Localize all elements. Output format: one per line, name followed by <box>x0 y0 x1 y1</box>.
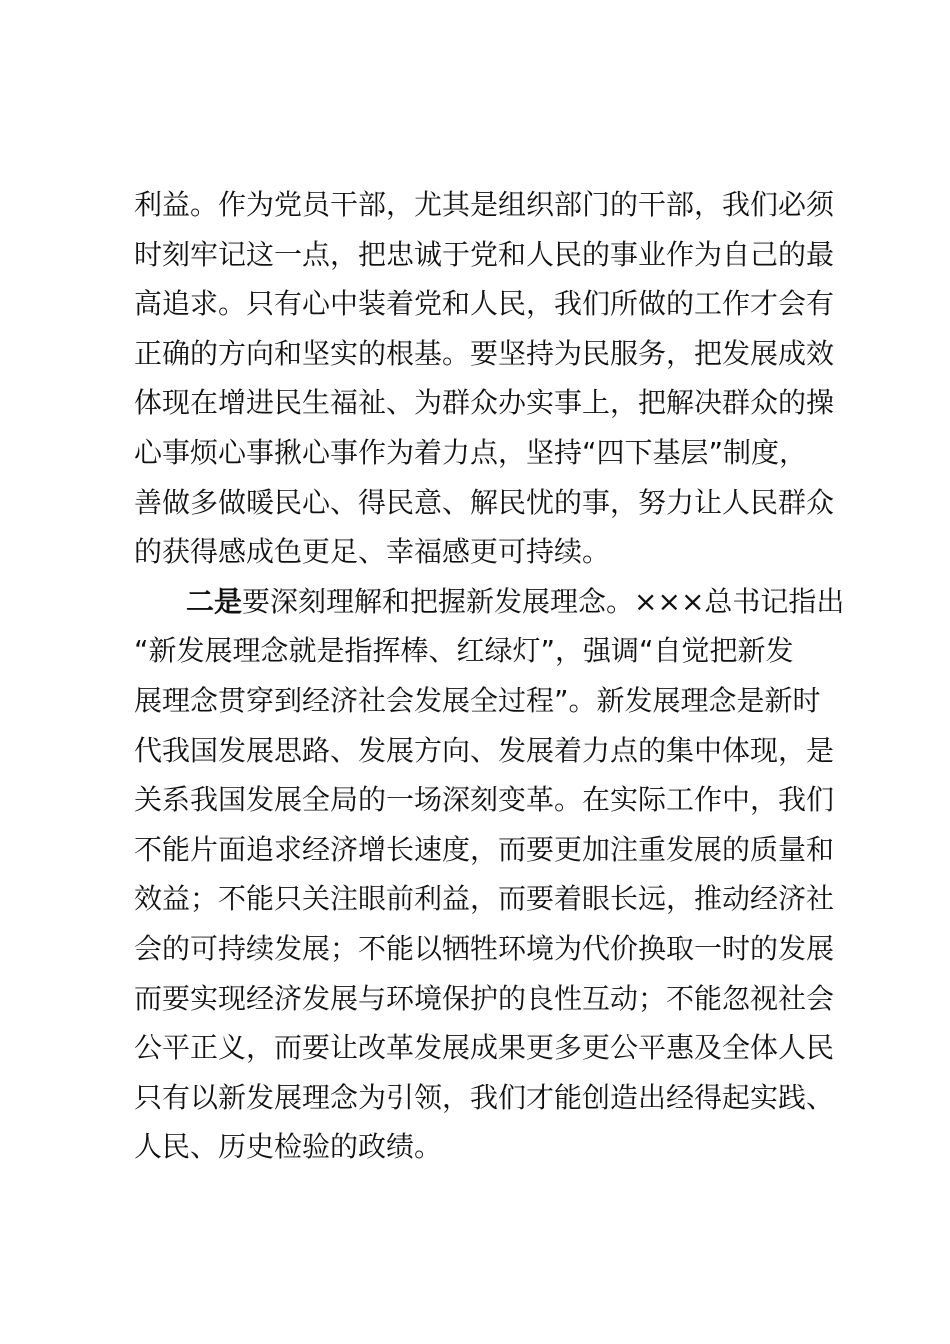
paragraph-line: 关系我国发展全局的一场深刻变革。在实际工作中，我们 <box>134 783 835 817</box>
paragraph-first-line-text: 要深刻理解和把握新发展理念。×××总书记指出 <box>242 584 845 618</box>
paragraph-line: “新发展理念就是指挥棒、红绿灯”，强调“自觉把新发 <box>134 634 794 668</box>
paragraph-line: 心事烦心事揪心事作为着力点，坚持“四下基层”制度， <box>134 435 808 469</box>
paragraph-line: 效益；不能只关注眼前利益，而要着眼长远，推动经济社 <box>134 882 835 916</box>
paragraph-line: 的获得感成色更足、幸福感更可持续。 <box>134 535 611 569</box>
paragraph-first-line <box>134 577 845 627</box>
body-text <box>134 180 845 1172</box>
paragraph-line: 人民、历史检验的政绩。 <box>134 1130 443 1164</box>
paragraph-line: 会的可持续发展；不能以牺牲环境为代价换取一时的发展 <box>134 931 835 965</box>
paragraph-line: 公平正义，而要让改革发展成果更多更公平惠及全体人民 <box>134 1031 835 1065</box>
paragraph-line: 而要实现经济发展与环境保护的良性互动；不能忽视社会 <box>134 981 835 1015</box>
paragraph-line: 利益。作为党员干部，尤其是组织部门的干部，我们必须 <box>134 188 835 221</box>
paragraph-line: 体现在增进民生福祉、为群众办实事上，把解决群众的操 <box>134 386 835 420</box>
paragraph-line: 时刻牢记这一点，把忠诚于党和人民的事业作为自己的最 <box>134 237 835 271</box>
paragraph-lead: 二是 <box>186 584 243 618</box>
paragraph-line: 代我国发展思路、发展方向、发展着力点的集中体现，是 <box>134 733 835 767</box>
paragraph-line: 不能片面追求经济增长速度，而要更加注重发展的质量和 <box>134 832 835 866</box>
paragraph-line: 高追求。只有心中装着党和人民，我们所做的工作才会有 <box>134 287 835 321</box>
paragraph-1 <box>134 180 834 577</box>
paragraph-line: 展理念贯穿到经济社会发展全过程”。新发展理念是新时 <box>134 683 821 717</box>
paragraph-line: 善做多做暖民心、得民意、解民忧的事，努力让人民群众 <box>134 485 835 519</box>
paragraph-2 <box>134 577 845 1172</box>
paragraph-line: 只有以新发展理念为引领，我们才能创造出经得起实践、 <box>134 1080 835 1114</box>
paragraph-line: 正确的方向和坚实的根基。要坚持为民服务，把发展成效 <box>134 336 835 370</box>
